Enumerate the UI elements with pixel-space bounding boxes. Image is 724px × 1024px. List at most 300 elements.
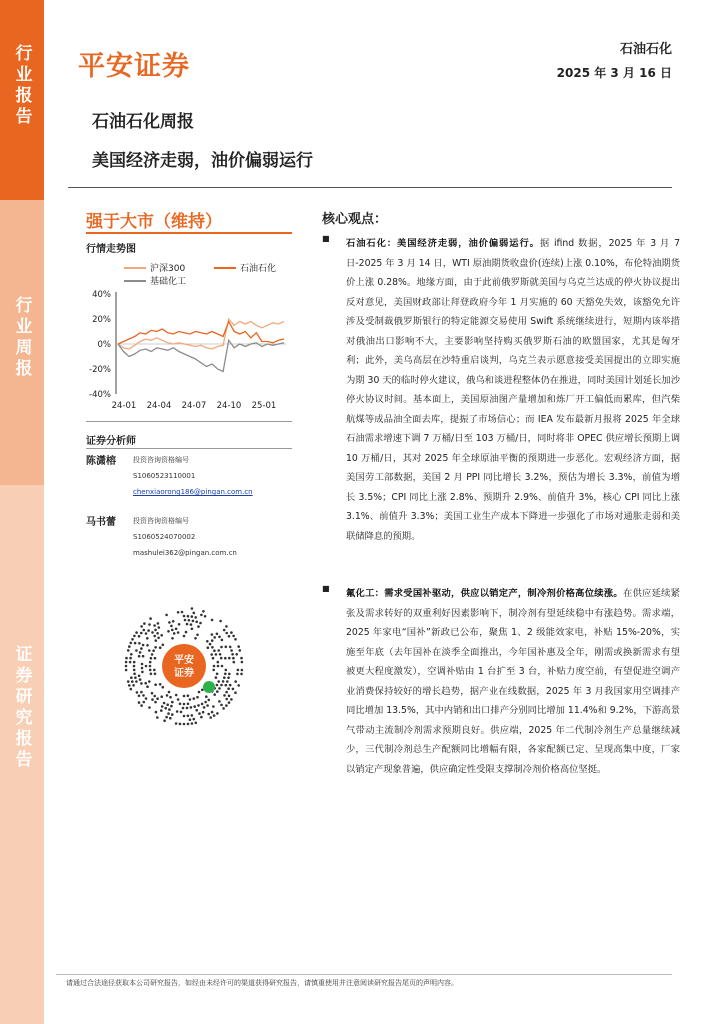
qr-dot [169, 717, 172, 720]
qr-dot [157, 622, 160, 625]
qr-dot [187, 723, 190, 726]
qr-dot [159, 646, 162, 649]
paragraph-lead: 石油石化：美国经济走弱，油价偏弱运行。 [346, 238, 540, 249]
qr-dot [139, 678, 142, 681]
qr-dot [228, 695, 231, 698]
qr-dot [142, 644, 145, 647]
qr-dot [183, 695, 186, 698]
qr-dot [138, 642, 141, 645]
qr-dot [167, 630, 170, 633]
qr-dot [191, 714, 194, 717]
qr-dot [151, 698, 154, 701]
qr-dot [138, 635, 141, 638]
qr-logo-text-1: 平安 [174, 655, 194, 666]
qr-dot [187, 715, 190, 718]
qr-dot [207, 646, 210, 649]
y-tick-label: 0% [97, 340, 111, 350]
qr-dot [149, 661, 152, 664]
qr-dot [213, 714, 216, 717]
qr-dot [179, 723, 182, 726]
qr-dot [154, 657, 157, 660]
qr-dot [140, 682, 143, 685]
qr-dot [149, 617, 152, 620]
qr-dot [210, 653, 213, 656]
qr-dot [228, 657, 231, 660]
qr-dot [232, 635, 235, 638]
analyst-details [133, 513, 237, 561]
qr-dot [225, 704, 228, 707]
qr-dot [153, 669, 156, 672]
legend-label: 基础化工 [150, 277, 187, 287]
qr-dot [209, 716, 212, 719]
qr-dot [171, 629, 174, 632]
qr-dot [173, 632, 176, 635]
qr-dot [216, 684, 219, 687]
qr-dot [229, 646, 232, 649]
qr-dot [146, 637, 149, 640]
qr-dot [140, 632, 143, 635]
qr-dot [125, 669, 128, 672]
qr-dot [148, 649, 151, 652]
qr-dot [212, 705, 215, 708]
qr-dot [234, 680, 237, 683]
qr-dot [217, 661, 220, 664]
qr-dot [160, 634, 163, 637]
y-tick-label: -20% [89, 365, 111, 375]
qr-dot [216, 712, 219, 715]
qr-dot [165, 716, 168, 719]
qr-dot [213, 649, 216, 652]
qr-dot [204, 701, 207, 704]
qr-dot [133, 673, 136, 676]
sidebar-block-research [0, 485, 44, 1024]
qr-dot [213, 665, 216, 668]
rating-label: 强于大市（维持） [86, 212, 222, 232]
qr-dot [169, 696, 172, 699]
legend-label: 石油石化 [240, 264, 277, 274]
qr-dot [155, 711, 158, 714]
qr-dot [225, 646, 228, 649]
qr-dot [177, 631, 180, 634]
qr-dot [175, 628, 178, 631]
analyst-email-link[interactable]: chenxiaorong186@pingan.com.cn [133, 488, 253, 496]
qr-dot [225, 698, 228, 701]
qr-dot [221, 639, 224, 642]
qr-dot [224, 673, 227, 676]
qr-dot [211, 711, 214, 714]
qr-dot [211, 633, 214, 636]
qr-dot [146, 685, 149, 688]
qr-dot [145, 632, 148, 635]
qr-dot [160, 695, 163, 698]
paragraph-text [346, 584, 680, 779]
qr-dot [186, 623, 189, 626]
qr-dot [227, 676, 230, 679]
qr-dot [153, 635, 156, 638]
qr-dot [125, 665, 128, 668]
qr-dot [236, 673, 239, 676]
qr-dot [201, 703, 204, 706]
qr-dot [171, 713, 174, 716]
x-tick-label: 25-01 [251, 401, 277, 411]
qr-dot [220, 646, 223, 649]
qr-dot [125, 657, 128, 660]
qr-dot [235, 653, 238, 656]
qr-dot [161, 705, 164, 708]
qr-dot [240, 657, 243, 660]
qr-dot [164, 707, 167, 710]
qr-dot [135, 649, 138, 652]
qr-dot [212, 669, 215, 672]
qr-dot [216, 673, 219, 676]
qr-dot [141, 671, 144, 674]
qr-dot [175, 722, 178, 725]
x-tick-label: 24-01 [111, 401, 137, 411]
qr-dot [217, 665, 220, 668]
qr-dot [190, 706, 193, 709]
qr-dot [211, 639, 214, 642]
qr-dot [189, 698, 192, 701]
qr-dot [134, 676, 137, 679]
chart-svg [80, 260, 292, 418]
qr-dot [241, 661, 244, 664]
qr-dot [133, 665, 136, 668]
qr-dot [166, 694, 169, 697]
qr-dot [229, 684, 232, 687]
qr-dot [183, 715, 186, 718]
qr-dot [154, 629, 157, 632]
qr-dot [196, 696, 199, 699]
sidebar-label: 行业报告 [11, 44, 32, 128]
core-views-title: 核心观点： [322, 212, 388, 227]
qr-dot [183, 723, 186, 726]
qr-dot [148, 623, 151, 626]
qr-dot [187, 694, 190, 697]
qr-dot [232, 688, 235, 691]
analysts-section-label: 证券分析师 [86, 436, 136, 447]
qr-dot [133, 669, 136, 672]
analyst-details [133, 452, 253, 500]
qr-dot [218, 687, 221, 690]
qr-dot [139, 651, 142, 654]
qr-dot [171, 637, 174, 640]
qr-dot [180, 711, 183, 714]
paragraph-fluorochemical [322, 584, 680, 779]
qr-dot [220, 657, 223, 660]
qr-dot [130, 676, 133, 679]
qr-dot [148, 706, 151, 709]
qr-dot [232, 657, 235, 660]
qr-dot [133, 635, 136, 638]
qr-dot [151, 631, 154, 634]
qr-dot [133, 661, 136, 664]
qr-dot [127, 649, 130, 652]
qr-dot [192, 620, 195, 623]
paragraph-petrochemical [322, 234, 680, 546]
qr-dot [195, 709, 198, 712]
qr-dot [211, 646, 214, 649]
qr-dot [213, 693, 216, 696]
qr-dot [193, 718, 196, 721]
qr-dot [202, 711, 205, 714]
qr-dot [156, 716, 159, 719]
qr-dot [201, 689, 204, 692]
qr-dot [220, 684, 223, 687]
qr-dot [185, 631, 188, 634]
qr-dot [138, 675, 141, 678]
qr-dot [129, 657, 132, 660]
qr-dot [143, 622, 146, 625]
qr-dot [135, 680, 138, 683]
qr-dot [230, 649, 233, 652]
qr-dot [143, 701, 146, 704]
qr-dot [220, 704, 223, 707]
qr-dot [130, 688, 133, 691]
x-tick-label: 24-10 [216, 401, 242, 411]
qr-dot [140, 691, 143, 694]
qr-dot [197, 704, 200, 707]
qr-dot [199, 622, 202, 625]
qr-dot [217, 680, 220, 683]
cert-label: 投资咨询资格编号 [133, 517, 189, 525]
x-tick-label: 24-07 [181, 401, 207, 411]
qr-dot [190, 623, 193, 626]
company-logo: 平安证券 [78, 51, 190, 82]
y-tick-label: 20% [92, 315, 111, 325]
qr-dot [216, 690, 219, 693]
qr-dot [177, 611, 180, 614]
qr-dot [136, 691, 139, 694]
qr-code-icon [121, 603, 247, 729]
sidebar [0, 0, 44, 1024]
qr-dot [130, 642, 133, 645]
qr-dot [187, 703, 190, 706]
qr-dot [152, 649, 155, 652]
qr-dot [167, 712, 170, 715]
qr-dot [197, 625, 200, 628]
qr-dot [225, 691, 228, 694]
qr-dot [155, 639, 158, 642]
qr-dot [159, 683, 162, 686]
qr-dot [138, 695, 141, 698]
cert-number: S1060524070002 [133, 533, 196, 541]
qr-dot [193, 705, 196, 708]
qr-dot [178, 623, 181, 626]
qr-dot [219, 620, 222, 623]
qr-dot [231, 653, 234, 656]
qr-dot [154, 646, 157, 649]
qr-dot [230, 631, 233, 634]
qr-dot [219, 653, 222, 656]
qr-dot [212, 657, 215, 660]
qr-dot [228, 673, 231, 676]
qr-dot [228, 635, 231, 638]
qr-dot [177, 698, 180, 701]
qr-dot [209, 643, 212, 646]
qr-dot [168, 708, 171, 711]
qr-dot [163, 702, 166, 705]
qr-dot [226, 680, 229, 683]
qr-dot [175, 694, 178, 697]
qr-dot [140, 625, 143, 628]
qr-dot [153, 695, 156, 698]
report-series-title: 石油石化周报 [92, 112, 194, 132]
qr-dot [140, 647, 143, 650]
market-trend-chart [80, 260, 292, 418]
qr-dot [157, 637, 160, 640]
qr-dot [237, 645, 240, 648]
qr-dot [215, 653, 218, 656]
qr-dot [131, 680, 134, 683]
qr-dot [234, 638, 237, 641]
qr-dot [172, 620, 175, 623]
qr-dot [138, 655, 141, 658]
sidebar-label: 证券研究报告 [11, 645, 32, 771]
qr-dot [200, 614, 203, 617]
qr-dot [215, 676, 218, 679]
qr-dot [179, 703, 182, 706]
qr-dot [191, 615, 194, 618]
qr-dot [216, 633, 219, 636]
qr-dot [176, 710, 179, 713]
qr-dot [163, 719, 166, 722]
qr-dot [195, 621, 198, 624]
analyst-name: 马书蕾 [86, 517, 116, 528]
qr-dot [206, 704, 209, 707]
qr-dot [223, 676, 226, 679]
rating-underline [86, 232, 292, 234]
qr-dot [196, 634, 199, 637]
divider [86, 421, 292, 422]
qr-dot [237, 669, 240, 672]
qr-dot [237, 684, 240, 687]
qr-dot [203, 706, 206, 709]
y-tick-label: 40% [92, 290, 111, 300]
qr-dot [145, 697, 148, 700]
qr-dot [154, 673, 157, 676]
qr-dot [233, 661, 236, 664]
analyst-name: 陈潇榕 [86, 456, 116, 467]
qr-dot [143, 629, 146, 632]
chart-section-label: 行情走势图 [86, 244, 136, 255]
footer-divider [56, 974, 672, 975]
qr-dot [154, 683, 157, 686]
qr-dot [224, 657, 227, 660]
qr-dot [166, 703, 169, 706]
qr-dot [188, 619, 191, 622]
qr-dot [240, 673, 243, 676]
qr-dot [225, 684, 228, 687]
x-tick-label: 24-04 [146, 401, 172, 411]
qr-dot [148, 680, 151, 683]
qr-dot [194, 616, 197, 619]
qr-dot [160, 709, 163, 712]
cert-label: 投资咨询资格编号 [133, 456, 189, 464]
paragraph-body: 在供应延续紧张及需求转好的双重利好因素影响下，制冷剂有望延续稳中有涨趋势。需求端，2025 年家电“国补”新政已公布，聚焦 1、2 级能效家电，补贴 15%-20%，实施至年底（去年国补在淡季全面推出，今年国补惠及全年，刚需或换新需求有望被更大程度激发），空调补贴由 1 台扩至 3 台，补贴力度空前，有望促进空调产业消费保持较好的增长趋势，据产业在线数据，2025 年 3 月我国家用空调排产同比增加 13.5%，其中内销和出口排产分别同比增加 11.4%和 9.2%，下游高景气带动主流制冷剂需求预期良好。供应端，2025 年二代制冷剂生产总量继续减少，三代制冷剂总生产配额同比增幅有限，各家配额已定、呈现高集中度，厂家以销定产现象普遍，供应确定性受限支撑制冷剂价格高位坚挺。 [346, 588, 680, 775]
qr-dot [132, 684, 135, 687]
qr-dot [150, 657, 153, 660]
qr-dot [158, 626, 161, 629]
qr-dot [168, 621, 171, 624]
qr-dot [151, 653, 154, 656]
divider [86, 448, 292, 449]
header-sector: 石油石化 [619, 42, 672, 57]
qr-dot [154, 701, 157, 704]
qr-dot [223, 629, 226, 632]
qr-dot [228, 701, 231, 704]
qr-dot [191, 628, 194, 631]
qr-dot [225, 632, 228, 635]
qr-dot [186, 707, 189, 710]
qr-dot [134, 642, 137, 645]
qr-dot [222, 680, 225, 683]
qr-dot [141, 667, 144, 670]
cert-number: S1060523110001 [133, 472, 196, 480]
qr-dot [146, 644, 149, 647]
qr-dot [130, 653, 133, 656]
qr-dot [135, 631, 138, 634]
sidebar-label: 行业周报 [11, 296, 32, 380]
qr-dot [165, 614, 168, 617]
qr-dot [194, 637, 197, 640]
qr-dot [202, 610, 205, 613]
legend-label: 沪深300 [150, 264, 186, 274]
qr-dot [170, 705, 173, 708]
qr-dot [198, 712, 201, 715]
qr-dot [187, 615, 190, 618]
qr-dot [128, 645, 131, 648]
sidebar-block-weekly [0, 200, 44, 485]
qr-dot [223, 694, 226, 697]
qr-dot [182, 707, 185, 710]
analyst-email: mashulei362@pingan.com.cn [133, 549, 237, 557]
qr-dot [191, 722, 194, 725]
footer-disclaimer: 请通过合法途径获取本公司研究报告，如经由未经许可的渠道获得研究报告，请慎重使用并注意阅读研究报告尾页的声明内容。 [66, 979, 458, 987]
qr-dot [183, 635, 186, 638]
paragraph-lead: 氟化工：需求受国补驱动，供应以销定产，制冷剂价格高位续涨。 [346, 588, 623, 599]
qr-dot [156, 697, 159, 700]
qr-dot [230, 698, 233, 701]
qr-dot [193, 612, 196, 615]
qr-dot [234, 691, 237, 694]
qr-dot [213, 636, 216, 639]
qr-dot [211, 619, 214, 622]
qr-code [121, 603, 247, 729]
qr-dot [153, 624, 156, 627]
qr-dot [151, 692, 154, 695]
qr-dot [208, 699, 211, 702]
qr-dot [181, 611, 184, 614]
qr-dot [239, 649, 242, 652]
qr-dot [225, 625, 228, 628]
qr-dot [125, 661, 128, 664]
qr-dot [171, 701, 174, 704]
qr-dot [140, 704, 143, 707]
qr-dot [227, 687, 230, 690]
qr-dot [147, 629, 150, 632]
qr-dot [221, 665, 224, 668]
qr-dot [191, 607, 194, 610]
qr-dot [217, 649, 220, 652]
paragraph-body: 据 ifind 数据，2025 年 3 月 7 日-2025 年 3 月 14 日，WTI 原油期货收盘价(连续)上涨 0.10%，布伦特油期货价上涨 0.28%。地缘方面，由于此前俄罗斯就美国与乌克兰达成的停火协议提出反对意见，美国财政部让拜登政府今年 1 月实施的 60 天豁免失效，该豁免允许涉及受制裁俄罗斯银行的特定能源交易使用 Swift 系统继续进行，短期内该举措对俄油出口影响不大，主要影响坚持购买俄罗斯石油的欧盟国家，尤其是匈牙利；此外，美乌高层在沙特重启谈判，乌克兰表示愿意接受美国提出的立即实施为期 30 天的临时停火建议，俄乌和谈进程整体仍在推进，同时美国计划延长加沙停火协议时间。基本面上，美国原油图产量增加和炼厂开工偏低而累库，但汽柴航煤等成品油全面去库，提振了市场信心；而 IEA 发布最新月报将 2025 年全球石油需求增速下调 7 万桶/日至 103 万桶/日，同时将非 OPEC 供应增长预期上调 10 万桶/日，其对 2025 年全球原油平衡的预期进一步恶化。宏观经济方面，据美国劳工部数据，美国 2 月 PPI 同比增长 3.2%，预估为增长 3.3%，前值为增长 3.5%；CPI 同比上涨 2.8%、预期升 2.9%、前值升 3%，核心 CPI 同比上涨 3.1%、前值升 3.3%；美国工业生产成本下降进一步强化了市场对通胀走弱和美联储降息的预期。 [346, 238, 680, 542]
qr-dot [144, 682, 147, 685]
qr-dot [222, 707, 225, 710]
qr-dot [149, 665, 152, 668]
qr-dot [241, 669, 244, 672]
qr-dot [156, 632, 159, 635]
qr-dot [149, 669, 152, 672]
qr-dot [127, 680, 130, 683]
